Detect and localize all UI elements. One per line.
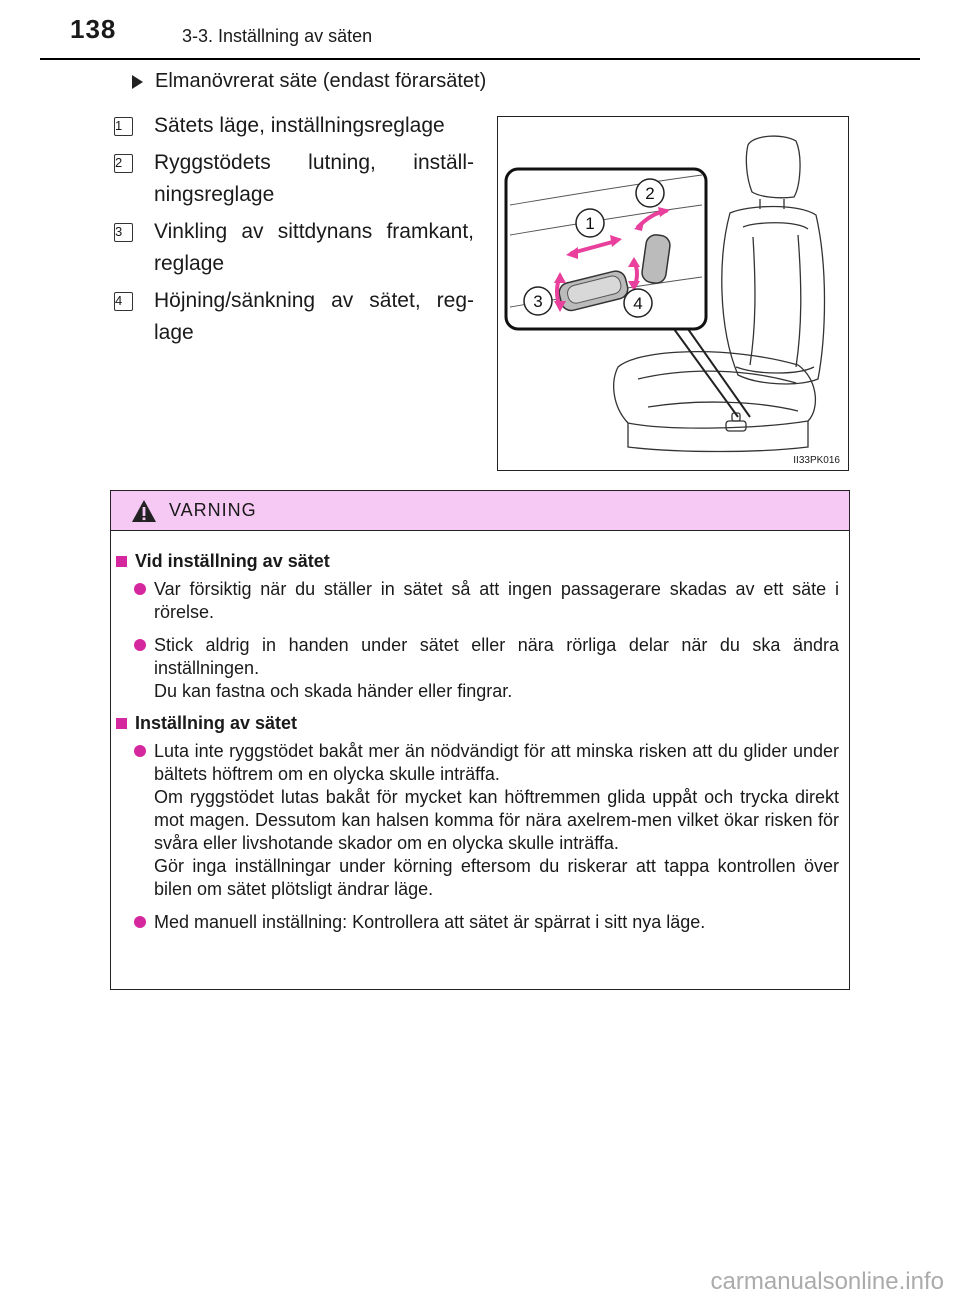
item-number-badge: 3 (114, 223, 133, 242)
item-text: Vinkling av sittdynans framkant, reglage (154, 220, 474, 275)
triangle-bullet-icon (132, 75, 143, 89)
subheading (132, 70, 486, 93)
numbered-list (112, 110, 474, 354)
seat-drawing (498, 117, 848, 470)
item-text: Sätets läge, inställningsreglage (154, 114, 445, 137)
warning-bullet: Stick aldrig in handen under sätet eller nära rörliga delar när du ska ändra inställningen. Du kan fastna och skada händer eller fingrar. (116, 634, 839, 703)
warning-section-heading: Inställning av sätet (116, 713, 839, 734)
warning-box (110, 490, 850, 990)
list-item (112, 147, 474, 211)
section-header: 3-3. Inställning av säten (182, 26, 373, 46)
callout-3: 3 (533, 292, 543, 311)
item-number-badge: 4 (114, 292, 133, 311)
warning-bullet: Luta inte ryggstödet bakåt mer än nödvändigt för att minska risken att du glider under bältets höftrem om en olycka skulle inträffa. Om ryggstödet lutas bakåt för mycket kan höftremmen glida uppåt och trycka direkt mot magen. Dessutom kan halsen komma för nära axelrem-men vilket ökar risken för svåra eller livshotande skador om en olycka skulle inträffa. Gör inga inställningar under körning eftersom du riskerar att tappa kontrollen över bilen om sätet plötsligt ändrar läge. (116, 740, 839, 901)
round-bullet-icon (134, 745, 146, 757)
list-item (112, 110, 474, 142)
square-bullet-icon (116, 718, 127, 729)
watermark: carmanualsonline.info (710, 1268, 944, 1295)
header-rule (40, 58, 920, 60)
item-text: Höjning/sänkning av sätet, reg-lage (154, 289, 474, 344)
warning-title: VARNING (169, 500, 257, 520)
callout-2: 2 (645, 184, 655, 203)
callout-4: 4 (633, 294, 643, 313)
square-bullet-icon (116, 556, 127, 567)
warning-bullet: Var försiktig när du ställer in sätet så att ingen passagerare skadas av ett säte i rörelse. (116, 578, 839, 624)
callout-1: 1 (585, 214, 595, 233)
item-text: Ryggstödets lutning, inställ-ningsreglage (154, 151, 474, 206)
round-bullet-icon (134, 583, 146, 595)
warning-bullet: Med manuell inställning: Kontrollera att sätet är spärrat i sitt nya läge. (116, 911, 839, 934)
warning-header (111, 491, 849, 531)
item-number-badge: 1 (114, 117, 133, 136)
list-item (112, 285, 474, 349)
warning-section-heading: Vid inställning av sätet (116, 551, 839, 572)
warning-icon (131, 499, 157, 523)
round-bullet-icon (134, 639, 146, 651)
list-item (112, 216, 474, 280)
page-number: 138 (70, 14, 117, 44)
item-number-badge: 2 (114, 154, 133, 173)
subheading-text: Elmanövrerat säte (endast förarsätet) (155, 70, 487, 92)
round-bullet-icon (134, 916, 146, 928)
seat-illustration (497, 116, 849, 471)
figure-code: II33PK016 (793, 455, 840, 466)
warning-body (111, 531, 849, 954)
